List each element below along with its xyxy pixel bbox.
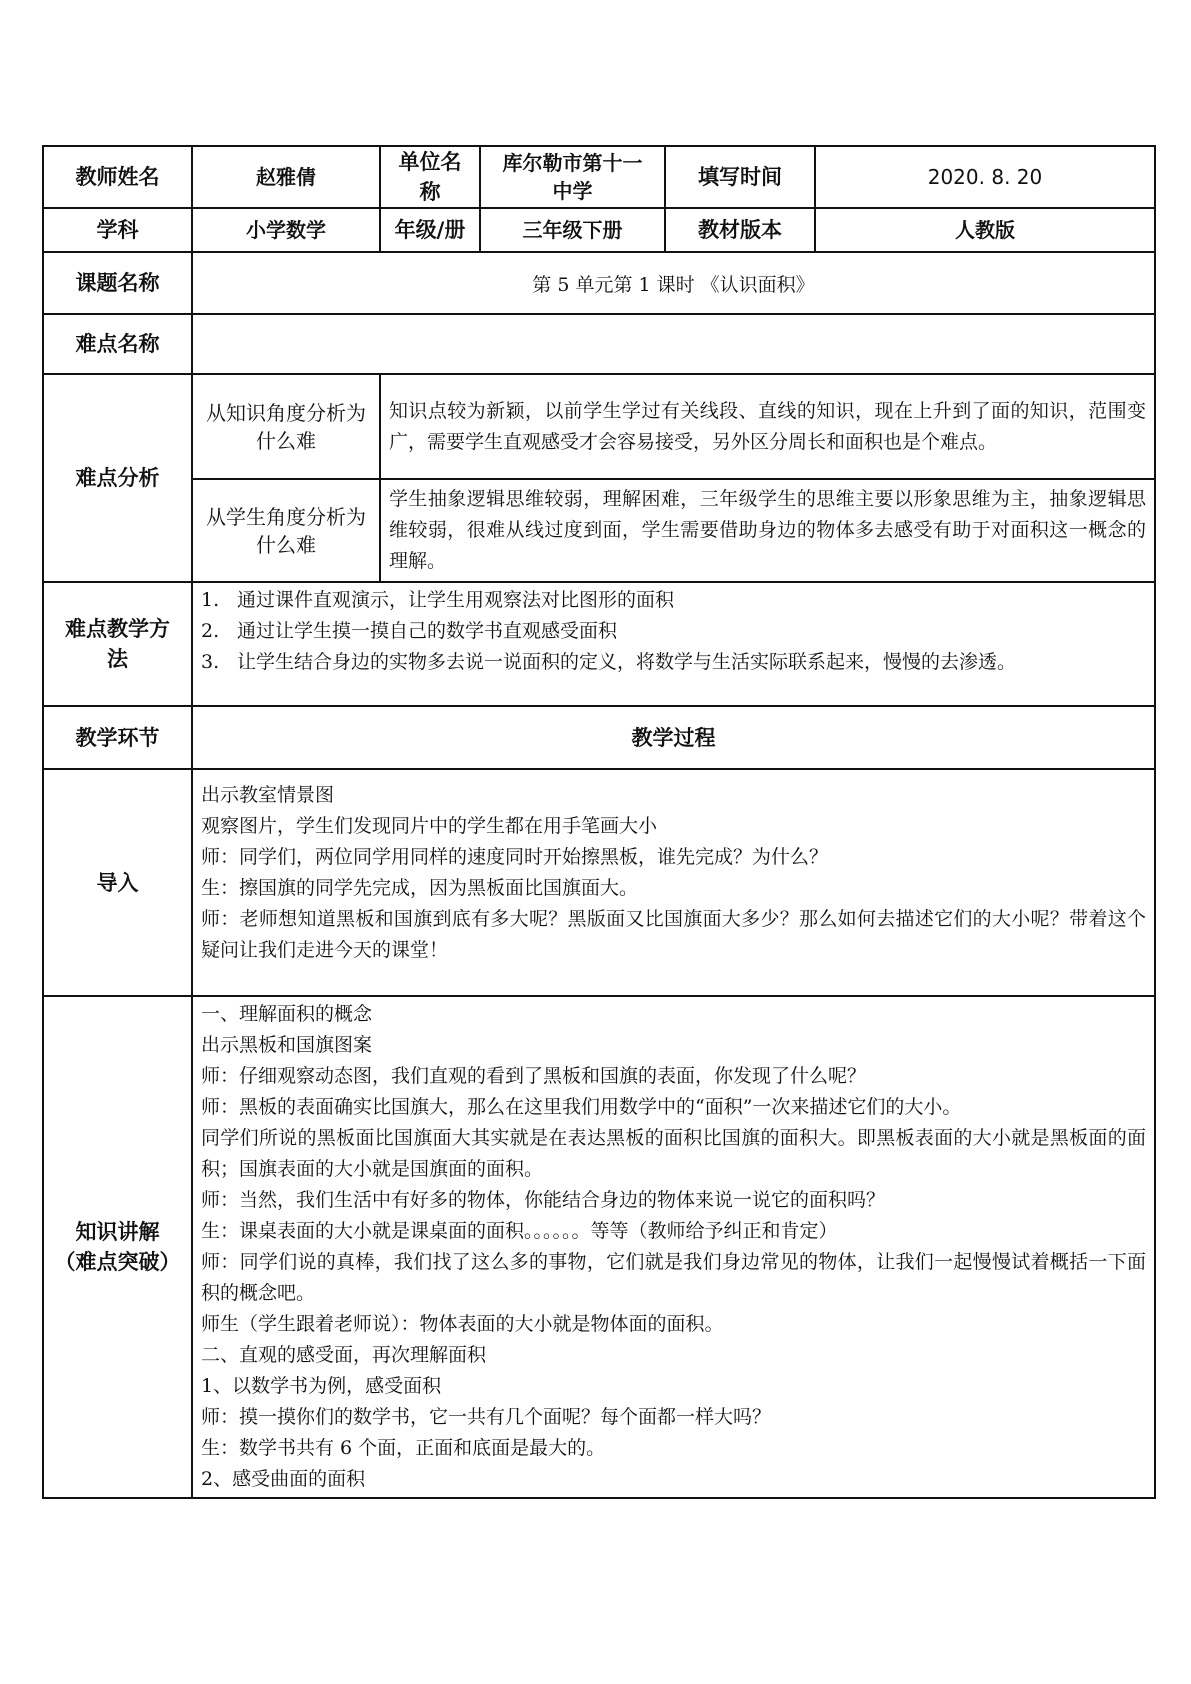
knowledge-line: 师：仔细观察动态图，我们直观的看到了黑板和国旗的表面，你发现了什么呢？ [201,1065,867,1087]
intro-line: 出示教室情景图 [201,784,335,806]
difficulty-name-row [43,314,1155,374]
method-list [192,582,1155,706]
intro-text [192,769,1155,996]
topic-label: 课题名称 [43,252,192,314]
method-item-text: 通过让学生摸一摸自己的数学书直观感受面积 [237,620,618,642]
method-item [201,616,1146,647]
knowledge-line: 生：课桌表面的大小就是课桌面的面积。。。。。。等等（教师给予纠正和肯定） [201,1220,838,1242]
knowledge-angle-label-line1: 从知识角度分析为 [206,400,366,425]
intro-line: 生：擦国旗的同学先完成，因为黑板面比国旗面大。 [201,877,639,899]
method-item-number: 2. [201,620,220,642]
student-angle-label [192,479,380,582]
knowledge-line: 1、以数学书为例，感受面积 [201,1375,442,1397]
date-value: 2020. 8. 20 [815,146,1155,208]
student-angle-label-line1: 从学生角度分析为 [206,504,366,529]
teacher-value: 赵雅倩 [192,146,380,208]
knowledge-line: 师：当然，我们生活中有好多的物体，你能结合身边的物体来说一说它的面积吗？ [201,1189,886,1211]
grade-value: 三年级下册 [480,208,665,252]
intro-line: 师：老师想知道黑板和国旗到底有多大呢？黑版面又比国旗面大多少？那么如何去描述它们的大小呢？带着这个疑问让我们走进今天的课堂！ [201,908,1146,961]
knowledge-line: 同学们所说的黑板面比国旗面大其实就是在表达黑板的面积比国旗的面积大。即黑板表面的大小就是黑板面的面积；国旗表面的大小就是国旗面的面积。 [201,1127,1146,1180]
subject-value: 小学数学 [192,208,380,252]
intro-row [43,769,1155,996]
method-row [43,582,1155,706]
edition-value: 人教版 [815,208,1155,252]
knowledge-label [43,996,192,1498]
method-item [201,647,1146,678]
topic-row [43,252,1155,314]
knowledge-label-line1: 知识讲解 [75,1220,160,1244]
student-angle-text: 学生抽象逻辑思维较弱，理解困难，三年级学生的思维主要以形象思维为主，抽象逻辑思维较弱，很难从线过度到面，学生需要借助身边的物体多去感受有助于对面积这一概念的理解。 [380,479,1155,582]
unit-value-line2: 中学 [552,179,593,203]
student-analysis-row [43,479,1155,582]
unit-label [380,146,480,208]
difficulty-name-label: 难点名称 [43,314,192,374]
knowledge-angle-text: 知识点较为新颖，以前学生学过有关线段、直线的知识，现在上升到了面的知识，范围变广，需要学生直观感受才会容易接受，另外区分周长和面积也是个难点。 [380,374,1155,479]
knowledge-analysis-row [43,374,1155,479]
method-item-number: 1. [201,589,220,611]
method-item-number: 3. [201,651,220,673]
process-header-label: 教学环节 [43,706,192,769]
method-item [201,585,1146,616]
teacher-label: 教师姓名 [43,146,192,208]
method-item-text: 让学生结合身边的实物多去说一说面积的定义，将数学与生活实际联系起来，慢慢的去渗透。 [237,651,1017,673]
student-angle-label-line2: 什么难 [256,532,316,557]
knowledge-line: 出示黑板和国旗图案 [201,1034,373,1056]
edition-label: 教材版本 [665,208,815,252]
difficulty-analysis-label: 难点分析 [43,374,192,582]
knowledge-line: 师生（学生跟着老师说）：物体表面的大小就是物体面的面积。 [201,1313,724,1335]
subject-row [43,208,1155,252]
knowledge-angle-label-line2: 什么难 [256,428,316,453]
header-row [43,146,1155,208]
method-label-line2: 法 [107,647,128,671]
unit-label-line2: 称 [419,180,441,204]
knowledge-line: 2、感受曲面的面积 [201,1468,366,1490]
date-label: 填写时间 [665,146,815,208]
method-label [43,582,192,706]
knowledge-text [192,996,1155,1498]
knowledge-line: 师：黑板的表面确实比国旗大，那么在这里我们用数学中的“面积”一次来描述它们的大小。 [201,1096,962,1118]
knowledge-row [43,996,1155,1498]
knowledge-line: 二、直观的感受面，再次理解面积 [201,1344,487,1366]
unit-value-line1: 库尔勒市第十一 [502,151,643,175]
knowledge-line: 师：同学们说的真棒，我们找了这么多的事物，它们就是我们身边常见的物体，让我们一起慢慢试着概括一下面积的概念吧。 [201,1251,1146,1304]
lesson-plan-table [42,145,1156,1499]
unit-label-line1: 单位名 [398,150,462,174]
process-header-row [43,706,1155,769]
knowledge-angle-label [192,374,380,479]
intro-line: 观察图片，学生们发现同片中的学生都在用手笔画大小 [201,815,658,837]
knowledge-label-line2: （难点突破） [54,1250,181,1274]
method-label-line1: 难点教学方 [65,617,170,641]
unit-value [480,146,665,208]
knowledge-line: 一、理解面积的概念 [201,1003,373,1025]
intro-line: 师：同学们，两位同学用同样的速度同时开始擦黑板，谁先完成？为什么？ [201,846,829,868]
process-header-value: 教学过程 [192,706,1155,769]
intro-label: 导入 [43,769,192,996]
grade-label: 年级/册 [380,208,480,252]
knowledge-line: 师：摸一摸你们的数学书，它一共有几个面呢？每个面都一样大吗？ [201,1406,772,1428]
knowledge-line: 生：数学书共有 6 个面，正面和底面是最大的。 [201,1437,606,1459]
method-item-text: 通过课件直观演示，让学生用观察法对比图形的面积 [237,589,675,611]
topic-value: 第 5 单元第 1 课时 《认识面积》 [192,252,1155,314]
difficulty-name-value [192,314,1155,374]
subject-label: 学科 [43,208,192,252]
